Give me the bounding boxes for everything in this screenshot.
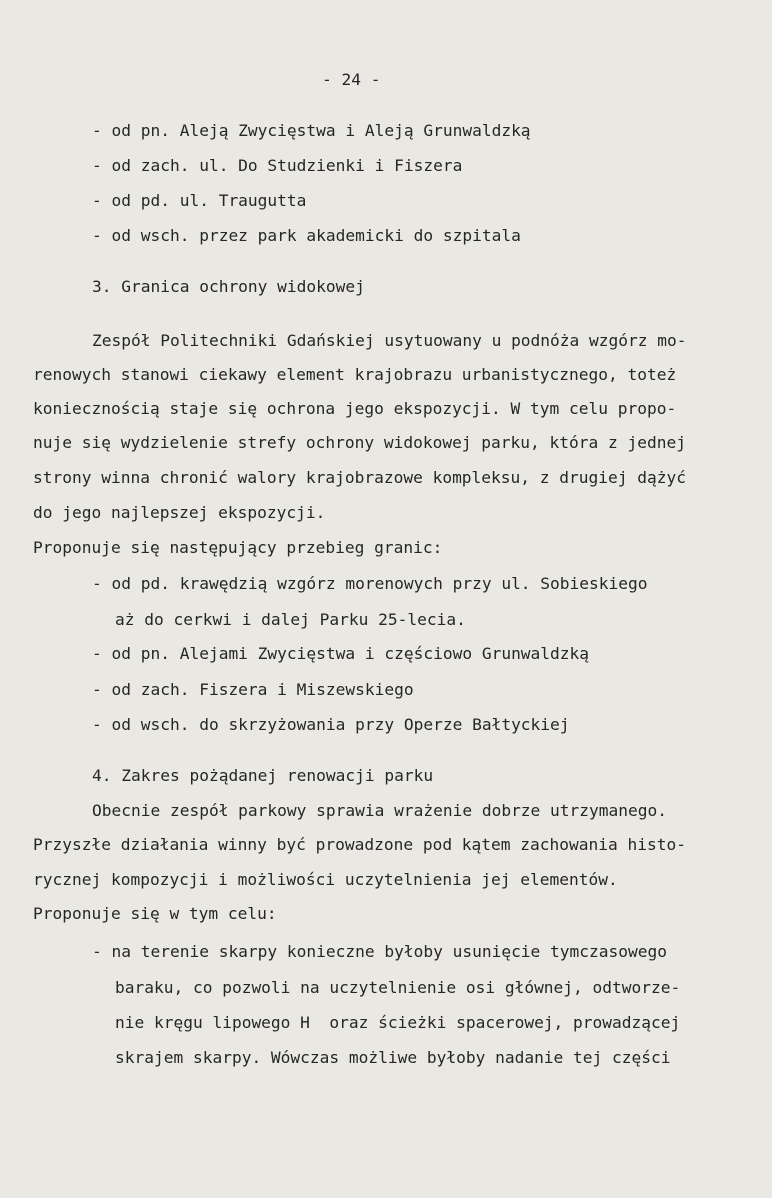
section-3-intro: Proponuje się następujący przebieg granic: — [33, 538, 443, 557]
boundary-item: - od wsch. przez park akademicki do szpitala — [92, 226, 521, 245]
section-4-paragraph-line: Obecnie zespół parkowy sprawia wrażenie dobrze utrzymanego. — [92, 801, 667, 820]
section-3-list-item: - od pn. Alejami Zwycięstwa i częściowo Grunwaldzką — [92, 644, 590, 663]
section-3-paragraph-line: renowych stanowi ciekawy element krajobrazu urbanistycznego, toteż — [33, 365, 677, 384]
section-4-heading: 4. Zakres pożądanej renowacji parku — [92, 766, 434, 785]
section-3-list-item: - od pd. krawędzią wzgórz morenowych przy ul. Sobieskiego — [92, 574, 648, 593]
section-3-paragraph-line: do jego najlepszej ekspozycji. — [33, 503, 326, 522]
section-3-list-item: - od zach. Fiszera i Miszewskiego — [92, 680, 414, 699]
boundary-item: - od pd. ul. Traugutta — [92, 191, 307, 210]
section-3-heading: 3. Granica ochrony widokowej — [92, 277, 365, 296]
section-3-paragraph-line: Zespół Politechniki Gdańskiej usytuowany u podnóża wzgórz mo- — [92, 331, 687, 350]
page-number: - 24 - — [322, 70, 381, 89]
section-3-list-item: - od wsch. do skrzyżowania przy Operze Bałtyckiej — [92, 715, 570, 734]
boundary-item: - od pn. Aleją Zwycięstwa i Aleją Grunwaldzką — [92, 121, 531, 140]
section-4-paragraph-line: rycznej kompozycji i możliwości uczytelnienia jej elementów. — [33, 870, 618, 889]
section-3-paragraph-line: strony winna chronić walory krajobrazowe kompleksu, z drugiej dążyć — [33, 468, 686, 487]
section-4-intro: Proponuje się w tym celu: — [33, 904, 277, 923]
section-3-list-item: aż do cerkwi i dalej Parku 25-lecia. — [115, 610, 466, 629]
section-4-list-item: skrajem skarpy. Wówczas możliwe byłoby nadanie tej części — [115, 1048, 671, 1067]
boundary-item: - od zach. ul. Do Studzienki i Fiszera — [92, 156, 463, 175]
section-4-list-item: - na terenie skarpy konieczne byłoby usunięcie tymczasowego — [92, 942, 667, 961]
section-3-paragraph-line: koniecznością staje się ochrona jego ekspozycji. W tym celu propo- — [33, 399, 677, 418]
section-4-list-item: nie kręgu lipowego H oraz ścieżki spacerowej, prowadzącej — [115, 1013, 681, 1032]
section-4-list-item: baraku, co pozwoli na uczytelnienie osi głównej, odtworze- — [115, 978, 681, 997]
section-4-paragraph-line: Przyszłe działania winny być prowadzone pod kątem zachowania histo- — [33, 835, 686, 854]
section-3-paragraph-line: nuje się wydzielenie strefy ochrony widokowej parku, która z jednej — [33, 433, 686, 452]
